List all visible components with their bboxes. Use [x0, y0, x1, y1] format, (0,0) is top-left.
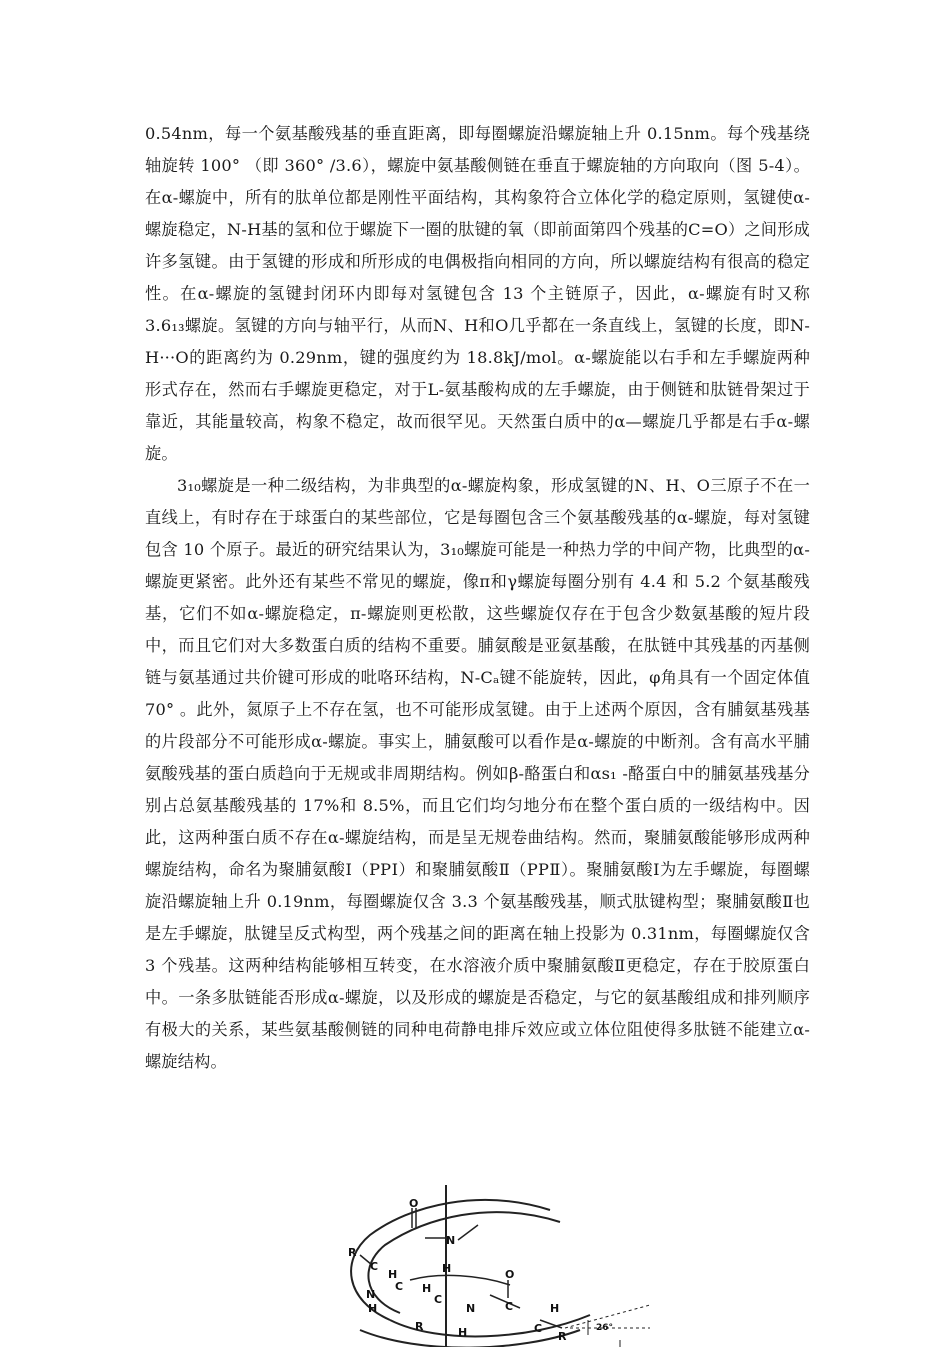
atom-c-lower: C	[434, 1293, 443, 1306]
alpha-helix-figure	[330, 1180, 660, 1347]
atom-n-center: N	[466, 1302, 476, 1315]
atom-h-left: H	[388, 1268, 398, 1281]
atom-o-right: O	[505, 1268, 515, 1281]
atom-c-far-right: C	[534, 1322, 543, 1335]
angle-label: 26°	[596, 1323, 614, 1333]
helix-ribbon-lower-outer	[360, 1330, 580, 1347]
atom-r-far-right: R	[558, 1330, 567, 1343]
atom-r-left: R	[348, 1246, 357, 1259]
atom-c-mid: C	[395, 1280, 404, 1293]
body-text	[145, 118, 810, 1078]
atom-h-right: H	[550, 1302, 560, 1315]
atom-o-top: O	[409, 1197, 419, 1210]
atom-c-right: C	[505, 1300, 514, 1313]
atom-h-mid: H	[422, 1282, 432, 1295]
atom-r-bottom: R	[415, 1320, 424, 1333]
atom-h-axis: H	[442, 1262, 452, 1275]
helix-ribbon-upper-inner	[368, 1212, 560, 1313]
atom-c-left: C	[370, 1260, 379, 1273]
n-bond-top	[458, 1225, 478, 1240]
atom-h-lower-left: H	[368, 1302, 378, 1315]
atom-n-left: N	[366, 1288, 376, 1301]
paragraph-1: 0.54nm，每一个氨基酸残基的垂直距离，即每圈螺旋沿螺旋轴上升 0.15nm。每个残基绕轴旋转 100° （即 360° /3.6），螺旋中氨基酸侧链在垂直于螺旋轴的方向取向（图 5-4）。在α-螺旋中，所有的肽单位都是刚性平面结构，其构象符合立体化学的稳定原则，氢键使α-螺旋稳定，N-H基的氢和位于螺旋下一圈的肽键的氧（即前面第四个残基的C=O）之间形成许多氢键。由于氢键的形成和所形成的电偶极指向相同的方向，所以螺旋结构有很高的稳定性。在α-螺旋的氢键封闭环内即每对氢键包含 13 个主链原子，因此，α-螺旋有时又称 3.6₁₃螺旋。氢键的方向与轴平行，从而N、H和O几乎都在一条直线上，氢键的长度，即N-H···O的距离约为 0.29nm，键的强度约为 18.8kJ/mol。α-螺旋能以右手和左手螺旋两种形式存在，然而右手螺旋更稳定，对于L-氨基酸构成的左手螺旋，由于侧链和肽链骨架过于靠近，其能量较高，构象不稳定，故而很罕见。天然蛋白质中的α—螺旋几乎都是右手α-螺旋。	[145, 124, 810, 463]
alpha-helix-diagram	[330, 1180, 660, 1347]
atom-h-bottom: H	[458, 1326, 468, 1339]
paragraph-2: 3₁₀螺旋是一种二级结构，为非典型的α-螺旋构象，形成氢键的N、H、O三原子不在一直线上，有时存在于球蛋白的某些部位，它是每圈包含三个氨基酸残基的α-螺旋，每对氢键包含 10 个原子。最近的研究结果认为，3₁₀螺旋可能是一种热力学的中间产物，比典型的α-螺旋更紧密。此外还有某些不常见的螺旋，像π和γ螺旋每圈分别有 4.4 和 5.2 个氨基酸残基，它们不如α-螺旋稳定，π-螺旋则更松散，这些螺旋仅存在于包含少数氨基酸的短片段中，而且它们对大多数蛋白质的结构不重要。脯氨酸是亚氨基酸，在肽链中其残基的丙基侧链与氨基通过共价键可形成的吡咯环结构，N-Cₐ键不能旋转，因此，φ角具有一个固定体值 70° 。此外，氮原子上不存在氢，也不可能形成氢键。由于上述两个原因，含有脯氨基残基的片段部分不可能形成α-螺旋。事实上，脯氨酸可以看作是α-螺旋的中断剂。含有高水平脯氨酸残基的蛋白质趋向于无规或非周期结构。例如β-酪蛋白和αs₁ -酪蛋白中的脯氨基残基分别占总氨基酸残基的 17%和 8.5%，而且它们均匀地分布在整个蛋白质的一级结构中。因此，这两种蛋白质不存在α-螺旋结构，而是呈无规卷曲结构。然而，聚脯氨酸能够形成两种螺旋结构，命名为聚脯氨酸I（PPⅠ）和聚脯氨酸Ⅱ（PPⅡ）。聚脯氨酸I为左手螺旋，每圈螺旋沿螺旋轴上升 0.19nm，每圈螺旋仅含 3.3 个氨基酸残基，顺式肽键构型；聚脯氨酸Ⅱ也是左手螺旋，肽键呈反式构型，两个残基之间的距离在轴上投影为 0.31nm，每圈螺旋仅含 3 个残基。这两种结构能够相互转变，在水溶液介质中聚脯氨酸Ⅱ更稳定，存在于胶原蛋白中。一条多肽链能否形成α-螺旋，以及形成的螺旋是否稳定，与它的氨基酸组成和排列顺序有极大的关系，某些氨基酸侧链的同种电荷静电排斥效应或立体位阻使得多肽链不能建立α-螺旋结构。	[145, 476, 810, 1071]
atom-n-top: N	[446, 1234, 456, 1247]
